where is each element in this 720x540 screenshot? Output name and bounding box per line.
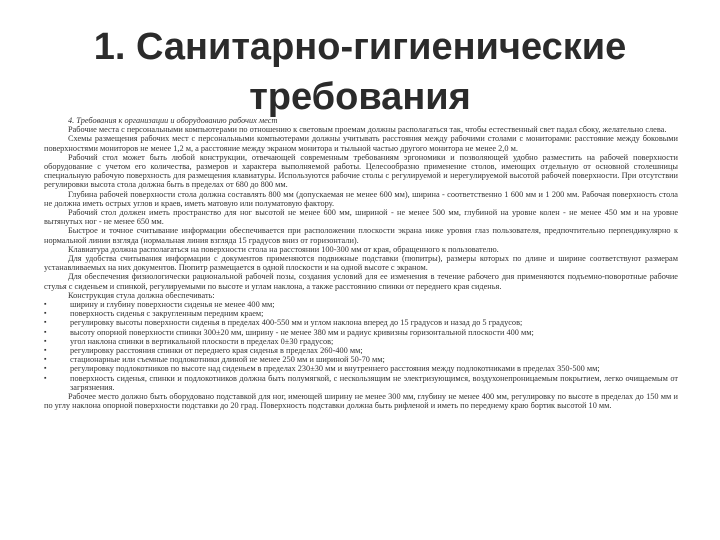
paragraph: Рабочий стол должен иметь пространство для ног высотой не менее 600 мм, шириной - не менее 500 мм, глубиной на уровне колен - не менее 450 мм и на уровне вытянутых ног - не менее 650 мм. xyxy=(44,208,678,227)
paragraph: Рабочий стол может быть любой конструкции, отвечающей современным требованиям эргономики и позволяющей удобно разместить на рабочей поверхности оборудование с учетом его количества, размеров и характера выполняемой работы. Целесообразно применение столов, имеющих отдельную от основной столешницы специальную рабочую поверхность для размещения клавиатуры. Используются рабочие столы с регулируемой и нерегулируемой высотой рабочей поверхности. При отсутствии регулировки высота стола должна быть в пределах от 680 до 800 мм. xyxy=(44,152,678,190)
paragraph: Конструкция стула должна обеспечивать: xyxy=(68,290,215,300)
paragraph: Для удобства считывания информации с документов применяются подвижные подставки (пюпитры), размеры которых по длине и ширине соответствуют размерам устанавливаемых на них документов. Пюпитр размещается в одной плоскости и на одной высоте с экраном. xyxy=(44,254,678,273)
list-item: ▪ регулировку расстояния спинки от переднего края сиденья в пределах 260-400 мм; xyxy=(44,346,678,355)
paragraph: Клавиатура должна располагаться на поверхности стола на расстоянии 100-300 мм от края, обращенного к пользователю. xyxy=(68,244,499,254)
list-item: ▪ поверхность сиденья, спинки и подлокотников должна быть полумягкой, с нескользящим не электризующимся, воздухонепроницаемым покрытием, легко очищаемым от загрязнения. xyxy=(44,374,678,392)
paragraph: Быстрое и точное считывание информации обеспечивается при расположении плоскости экрана ниже уровня глаз пользователя, предпочтительно перпендикулярно к нормальной линии взгляда (нормальная линия взгляда 15 градусов вниз от горизонтали). xyxy=(44,226,678,245)
paragraph: Рабочие места с персональными компьютерами по отношению к световым проемам должны располагаться так, чтобы естественный свет падал сбоку, желательно слева. xyxy=(68,125,667,135)
list-item: ▪ регулировку подлокотников по высоте над сиденьем в пределах 230±30 мм и внутреннего расстояния между подлокотниками в пределах 350-500 мм; xyxy=(44,364,678,373)
list-item: ▪ поверхность сиденья с закругленным передним краем; xyxy=(44,309,678,318)
slide-title-line-1: 1. Санитарно-гигиенические xyxy=(93,26,627,68)
section-heading: 4. Требования к организации и оборудованию рабочих мест xyxy=(68,116,278,125)
closing-paragraph: Рабочее место должно быть оборудовано подставкой для ног, имеющей ширину не менее 300 мм, глубину не менее 400 мм, регулировку по высоте в пределах до 150 мм и по углу наклона опорной поверхности подставки до 20 град. Поверхность подставки должна быть рифленой и иметь по переднему краю бортик высотой 10 мм. xyxy=(44,392,678,411)
slide-body-text xyxy=(44,116,678,411)
list-item: ▪ стационарные или съемные подлокотники длиной не менее 250 мм и шириной 50-70 мм; xyxy=(44,355,678,364)
paragraph: Глубина рабочей поверхности стола должна составлять 800 мм (допускаемая не менее 600 мм), ширина - соответственно 1 600 мм и 1 200 мм. Рабочая поверхность стола не должна иметь острых углов и краев, иметь матовую или полуматовую фактору. xyxy=(44,189,678,208)
list-item: ▪ высоту опорной поверхности спинки 300±20 мм, ширину - не менее 380 мм и радиус кривизны горизонтальной плоскости 400 мм; xyxy=(44,328,678,337)
list-item: ▪ угол наклона спинки в вертикальной плоскости в пределах 0±30 градусов; xyxy=(44,337,678,346)
slide-title xyxy=(60,22,660,122)
list-item: ▪ ширину и глубину поверхности сиденья не менее 400 мм; xyxy=(44,300,678,309)
paragraph: Для обеспечения физиологически рациональной рабочей позы, создания условий для ее изменения в течение рабочего дня применяются подъемно-поворотные рабочие стулья с сиденьем и спинкой, регулируемыми по высоте и углам наклона, а также расстоянию спинки от переднего края сиденья. xyxy=(44,272,678,291)
list-item: ▪ регулировку высоты поверхности сиденья в пределах 400-550 мм и углом наклона вперед до 15 градусов и назад до 5 градусов; xyxy=(44,318,678,327)
paragraph: Схемы размещения рабочих мест с персональными компьютерами должны учитывать расстояния между рабочими столами с мониторами: расстояние между боковыми поверхностями мониторов не менее 1,2 м, а расстояние между экраном монитора и тыльной частью другого монитора не менее 2,0 м. xyxy=(44,134,678,153)
chair-requirements-list xyxy=(44,300,678,392)
slide-title-line-2: требования xyxy=(249,76,471,118)
